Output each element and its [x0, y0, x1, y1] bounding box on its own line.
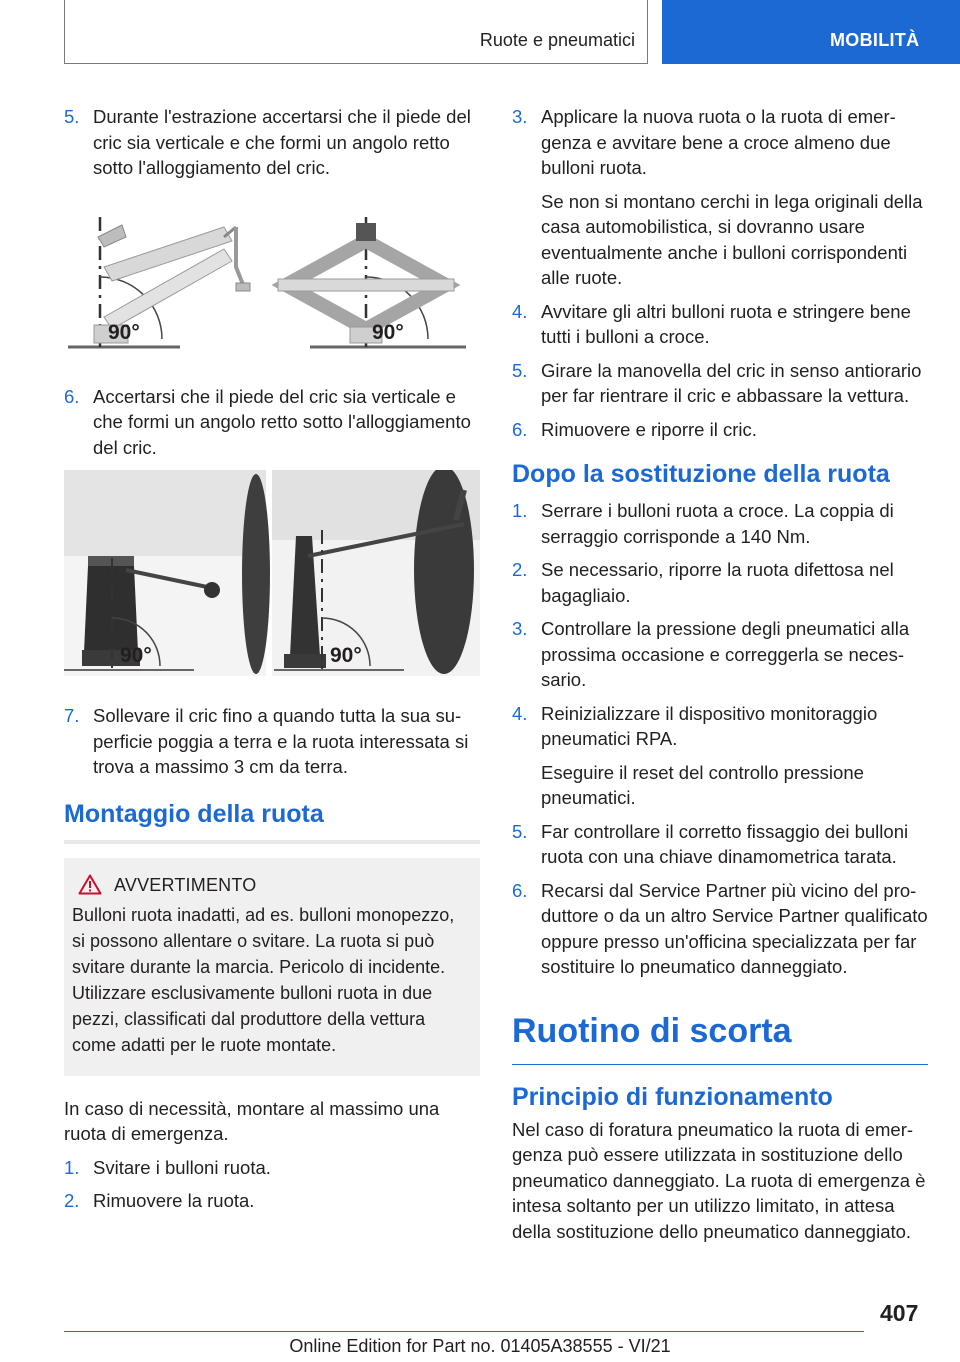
left-column	[64, 104, 480, 1222]
header-chapter-label: MOBILITÀ	[830, 30, 920, 50]
mount-step: 3. Applicare la nuova ruota o la ruota di emergenza e avvitare bene a croce almeno due bulloni ruota.	[512, 106, 896, 178]
mount-intro: In caso di necessità, montare al massimo una ruota di emergenza.	[64, 1097, 440, 1144]
jack-under-car-illustration	[64, 470, 480, 676]
angle-label: 90°	[108, 320, 140, 344]
heading-after-replacement: Dopo la sostituzione della ruota	[512, 460, 890, 488]
scissor-jack-diagram	[64, 197, 480, 357]
after-step: 1. Serrare i bulloni ruota a croce. La coppia di serraggio corrisponde a 140 Nm.	[512, 500, 894, 547]
header-chapter-tab	[662, 0, 960, 64]
after-step: 5. Far controllare il corretto fissaggio dei bulloni ruota con una chiave dinamometrica tarata.	[512, 820, 909, 867]
jack-step-7: 7. Sollevare il cric fino a quando tutta la sua superficie poggia a terra e la ruota interessata si trova a massimo 3 cm da terra.	[64, 705, 469, 777]
warning-title-row	[78, 872, 472, 898]
heading-spare-wheel: Ruotino di scorta	[512, 1008, 928, 1065]
heading-operating-principle: Principio di funzionamento	[512, 1082, 833, 1111]
warning-title: AVVERTIMENTO	[114, 874, 257, 895]
warning-text: Bulloni ruota inadatti, ad es. bulloni monopezzo, si possono allentare o svitare. La ruota si può svitare durante la marcia. Pericolo di incidente. Utilizzare esclusivamente bulloni ruota in due pezzi, classificati dal produttore della vettura come adatti per le ruote montate.	[72, 904, 455, 1055]
angle-label: 90°	[330, 644, 362, 667]
footer-edition: Online Edition for Part no. 01405A38555 - VI/21	[289, 1336, 671, 1356]
right-column	[512, 104, 928, 1252]
jack-photo-figure	[64, 470, 480, 681]
footer-rule	[64, 1331, 864, 1332]
jack-diagram-figure	[64, 197, 480, 362]
principle-text: Nel caso di foratura pneumatico la ruota di emergenza può essere utilizzata in sostituzione dello pneumatico danneggiato. La ruota di emergenza è intesa soltanto per un utilizzo limitato, in attesa della sostituzione dello pneumatico danneggiato.	[512, 1118, 926, 1242]
after-step: 3. Controllare la pressione degli pneumatici alla prossima occasione e correggerla se necessario.	[512, 618, 910, 690]
heading-mount-wheel: Montaggio della ruota	[64, 798, 480, 844]
header-section-title: Ruote e pneumatici	[479, 30, 635, 50]
mount-step: 5. Girare la manovella del cric in senso antiorario per far rientrare il cric e abbassare la vettura.	[512, 359, 922, 406]
angle-label: 90°	[120, 644, 152, 667]
warning-box	[64, 858, 480, 1076]
mount-step: 2. Rimuovere la ruota.	[64, 1190, 255, 1211]
header-section-box	[64, 0, 648, 64]
after-step: 2. Se necessario, riporre la ruota difettosa nel bagagliaio.	[512, 559, 894, 606]
jack-step-5: 5. Durante l'estrazione accertarsi che il piede del cric sia verticale e che formi un angolo retto sotto l'alloggiamento del cric.	[64, 106, 471, 178]
jack-step-6: 6. Accertarsi che il piede del cric sia verticale e che formi un angolo retto sotto l'alloggiamento del cric.	[64, 385, 471, 458]
angle-label: 90°	[372, 320, 404, 344]
mount-step: 6. Rimuovere e riporre il cric.	[512, 418, 757, 440]
page-number: 407	[880, 1300, 919, 1326]
mount-step: 4. Avvitare gli altri bulloni ruota e stringere bene tutti i bulloni a croce.	[512, 300, 911, 347]
mount-step: 1. Svitare i bulloni ruota.	[64, 1156, 271, 1178]
after-step: 4. Reinizializzare il dispositivo monitoraggio pneumatici RPA.	[512, 702, 878, 749]
after-step-note: Eseguire il reset del controllo pressione pneumatici.	[541, 761, 864, 808]
mount-step-note: Se non si montano cerchi in lega originali della casa automobilistica, si dovranno usare eventualmente anche i bulloni corrispondenti alle ruote.	[541, 190, 923, 288]
warning-triangle-icon	[78, 874, 102, 895]
after-step: 6. Recarsi dal Service Partner più vicino del produttore o da un altro Service Partner qualificato oppure presso un'officina specializzata per far sostituire lo pneumatico danneggiato.	[512, 879, 928, 977]
